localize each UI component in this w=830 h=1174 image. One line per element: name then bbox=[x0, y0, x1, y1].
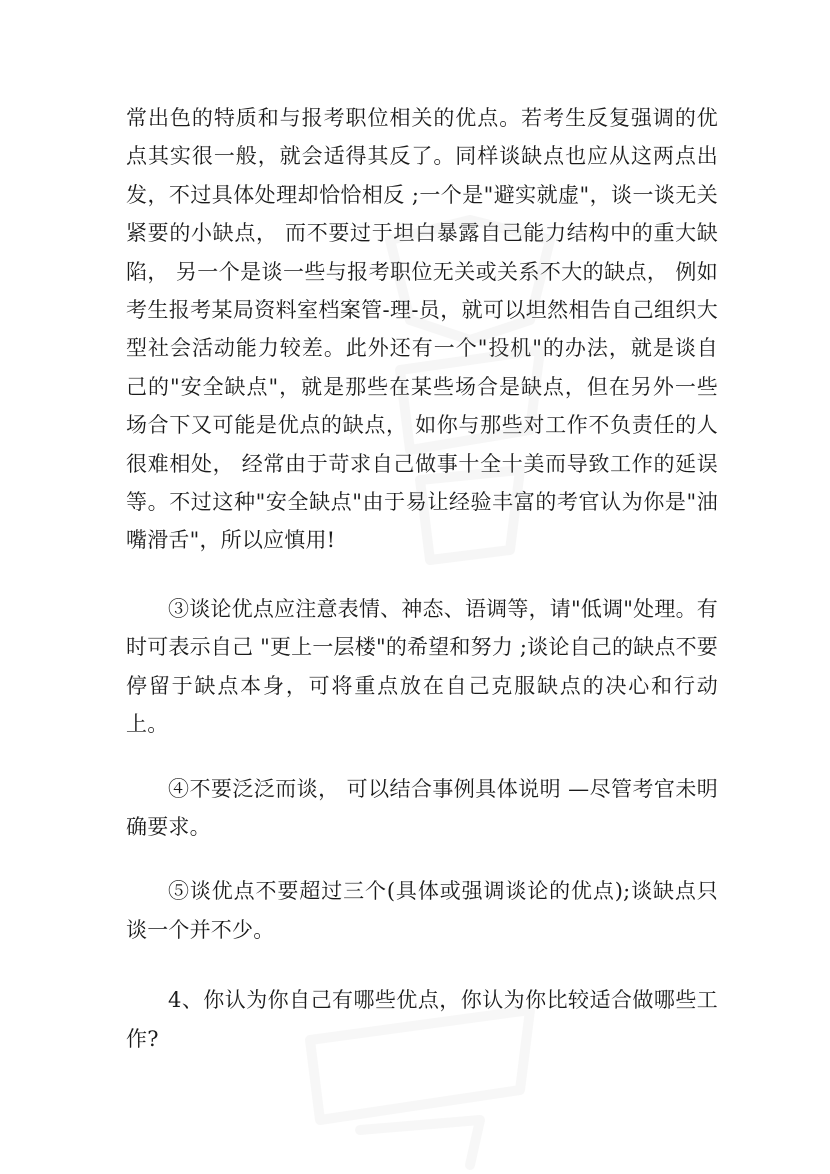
body-paragraph-tip-3: ③谈论优点应注意表情、神态、语调等，请"低调"处理。有时可表示自己 "更上一层楼"的希望和努力 ;谈论自己的缺点不要停留于缺点本身，可将重点放在自己克服缺点的决心和行动上。 bbox=[126, 596, 718, 737]
body-paragraph-continuation: 常出色的特质和与报考职位相关的优点。若考生反复强调的优点其实很一般，就会适得其反了。同样谈缺点也应从这两点出发，不过具体处理却恰恰相反 ;一个是"避实就虚"，谈一谈无关紧要的小缺点， 而不要过于坦白暴露自己能力结构中的重大缺陷， 另一个是谈一些与报考职位无关或关系不大的缺点， 例如考生报考某局资料室档案管-理-员，就可以坦然相告自己组织大型社会活动能力较差。此外还有一个"投机"的办法，就是谈自己的"安全缺点"，就是那些在某些场合是缺点，但在另外一些场合下又可能是优点的缺点， 如你与那些对工作不负责任的人很难相处， 经常由于苛求自己做事十全十美而导致工作的延误等。不过这种"安全缺点"由于易让经验丰富的考官认为你是"油嘴滑舌"，所以应慎用! bbox=[126, 106, 718, 553]
body-paragraph-tip-4: ④不要泛泛而谈， 可以结合事例具体说明 —尽管考官未明确要求。 bbox=[126, 776, 718, 839]
question-heading-4: 4、你认为你自己有哪些优点，你认为你比较适合做哪些工作? bbox=[126, 988, 718, 1051]
body-paragraph-tip-5: ⑤谈优点不要超过三个(具体或强调谈论的优点);谈缺点只谈一个并不少。 bbox=[126, 879, 718, 942]
